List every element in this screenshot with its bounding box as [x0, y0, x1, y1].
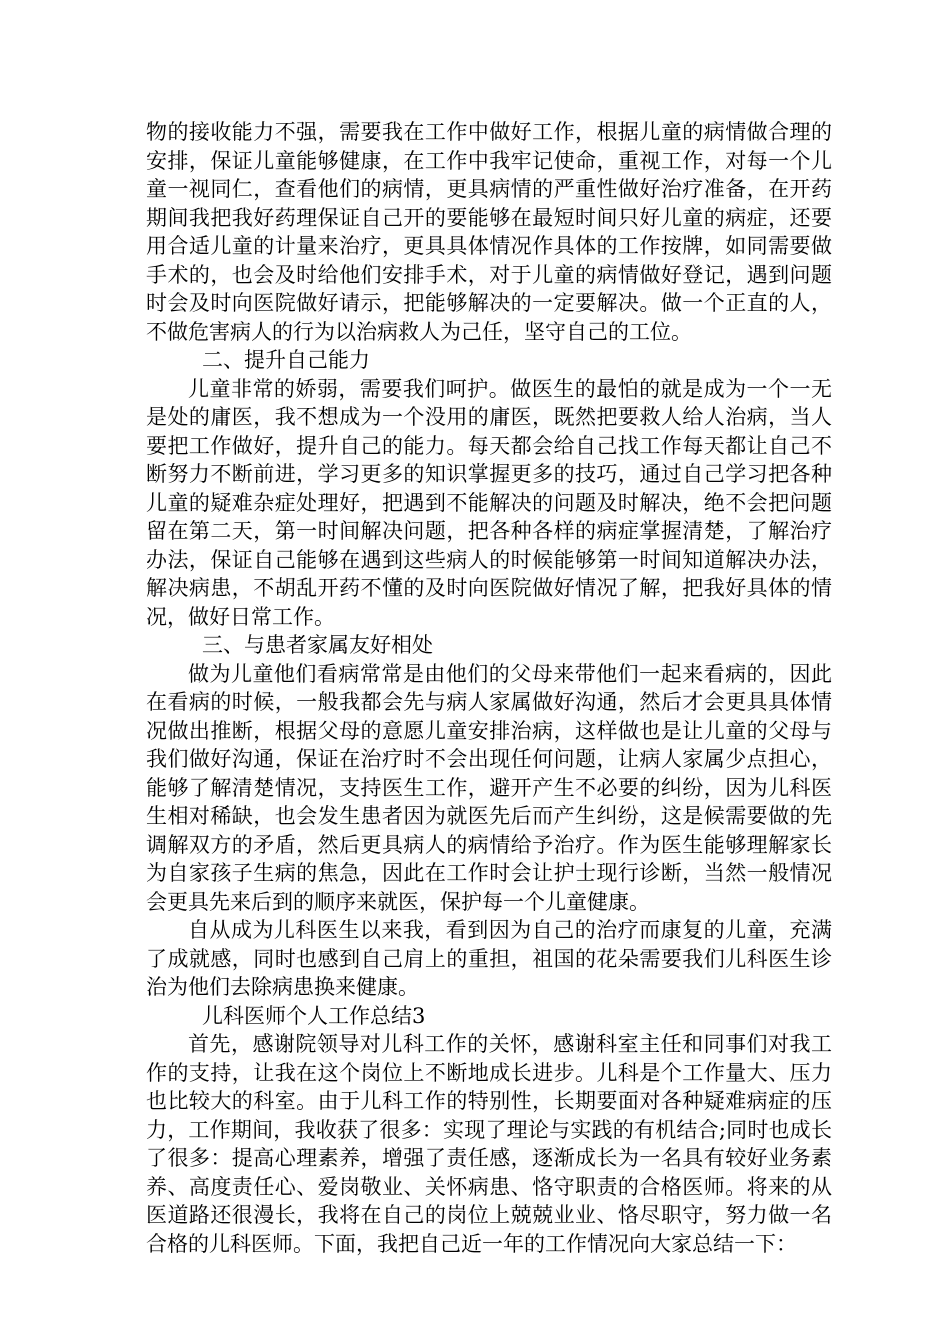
- section-heading-family-relations: 三、与患者家属友好相处: [202, 633, 433, 657]
- paragraph-improve-ability: 儿童非常的娇弱，需要我们呵护。做医生的最怕的就是成为一个一无是处的庸医，我不想成为一个没用的庸医，既然把要救人给人治病，当人要把工作做好，提升自己的能力。每天都会给自己找工作每天都让自己不断努力不断前进，学习更多的知识掌握更多的技巧，通过自己学习把各种儿童的疑难杂症处理好，把遇到不能解决的问题及时解决，绝不会把问题留在第二天，第一时间解决问题，把各种各样的病症掌握清楚，了解治疗办法，保证自己能够在遇到这些病人的时候能够第一时间知道解决办法，解决病患，不胡乱开药不懂的及时向医院做好情况了解，把我好具体的情况，做好日常工作。: [146, 376, 832, 629]
- section-heading-improve-ability: 二、提升自己能力: [202, 348, 370, 372]
- paragraph-achievement: 自从成为儿科医生以来我，看到因为自己的治疗而康复的儿童，充满了成就感，同时也感到自己肩上的重担，祖国的花朵需要我们儿科医生诊治为他们去除病患换来健康。: [146, 918, 832, 999]
- paragraph-summary-3: 首先，感谢院领导对儿科工作的关怀，感谢科室主任和同事们对我工作的支持，让我在这个岗位上不断地成长进步。儿科是个工作量大、压力也比较大的科室。由于儿科工作的特别性，长期要面对各种疑难病症的压力，工作期间，我收获了很多：实现了理论与实践的有机结合;同时也成长了很多：提高心理素养，增强了责任感，逐渐成长为一名具有较好业务素养、高度责任心、爱岗敬业、关怀病患、恪守职责的合格医师。将来的从医道路还很漫长，我将在自己的岗位上兢兢业业、恪尽职守，努力做一名合格的儿科医师。下面，我把自己近一年的工作情况向大家总结一下：: [146, 1032, 832, 1256]
- paragraph-intro: 物的接收能力不强，需要我在工作中做好工作，根据儿童的病情做合理的安排，保证儿童能够健康，在工作中我牢记使命，重视工作，对每一个儿童一视同仁，查看他们的病情，更具病情的严重性做好治疗准备，在开药期间我把我好药理保证自己开的要能够在最短时间只好儿童的病症，还要用合适儿童的计量来治疗，更具具体情况作具体的工作按牌，如同需要做手术的，也会及时给他们安排手术，对于儿童的病情做好登记，遇到问题时会及时向医院做好请示，把能够解决的一定要解决。做一个正直的人，不做危害病人的行为以治病救人为己任，坚守自己的工位。: [146, 120, 832, 344]
- document-page: [146, 118, 832, 1258]
- section-heading-summary-3: 儿科医师个人工作总结3: [202, 1003, 426, 1028]
- paragraph-family-relations: 做为儿童他们看病常常是由他们的父母来带他们一起来看病的，因此在看病的时候，一般我都会先与病人家属做好沟通，然后才会更具具体情况做出推断，根据父母的意愿儿童安排治病，这样做也是让儿童的父母与我们做好沟通，保证在治疗时不会出现任何问题，让病人家属少点担心，能够了解清楚情况，支持医生工作，避开产生不必要的纠纷，因为儿科医生相对稀缺，也会发生患者因为就医先后而产生纠纷，这是候需要做的先调解双方的矛盾，然后更具病人的病情给予治疗。作为医生能够理解家长为自家孩子生病的焦急，因此在工作时会让护士现行诊断，当然一般情况会更具先来后到的顺序来就医，保护每一个儿童健康。: [146, 661, 832, 914]
